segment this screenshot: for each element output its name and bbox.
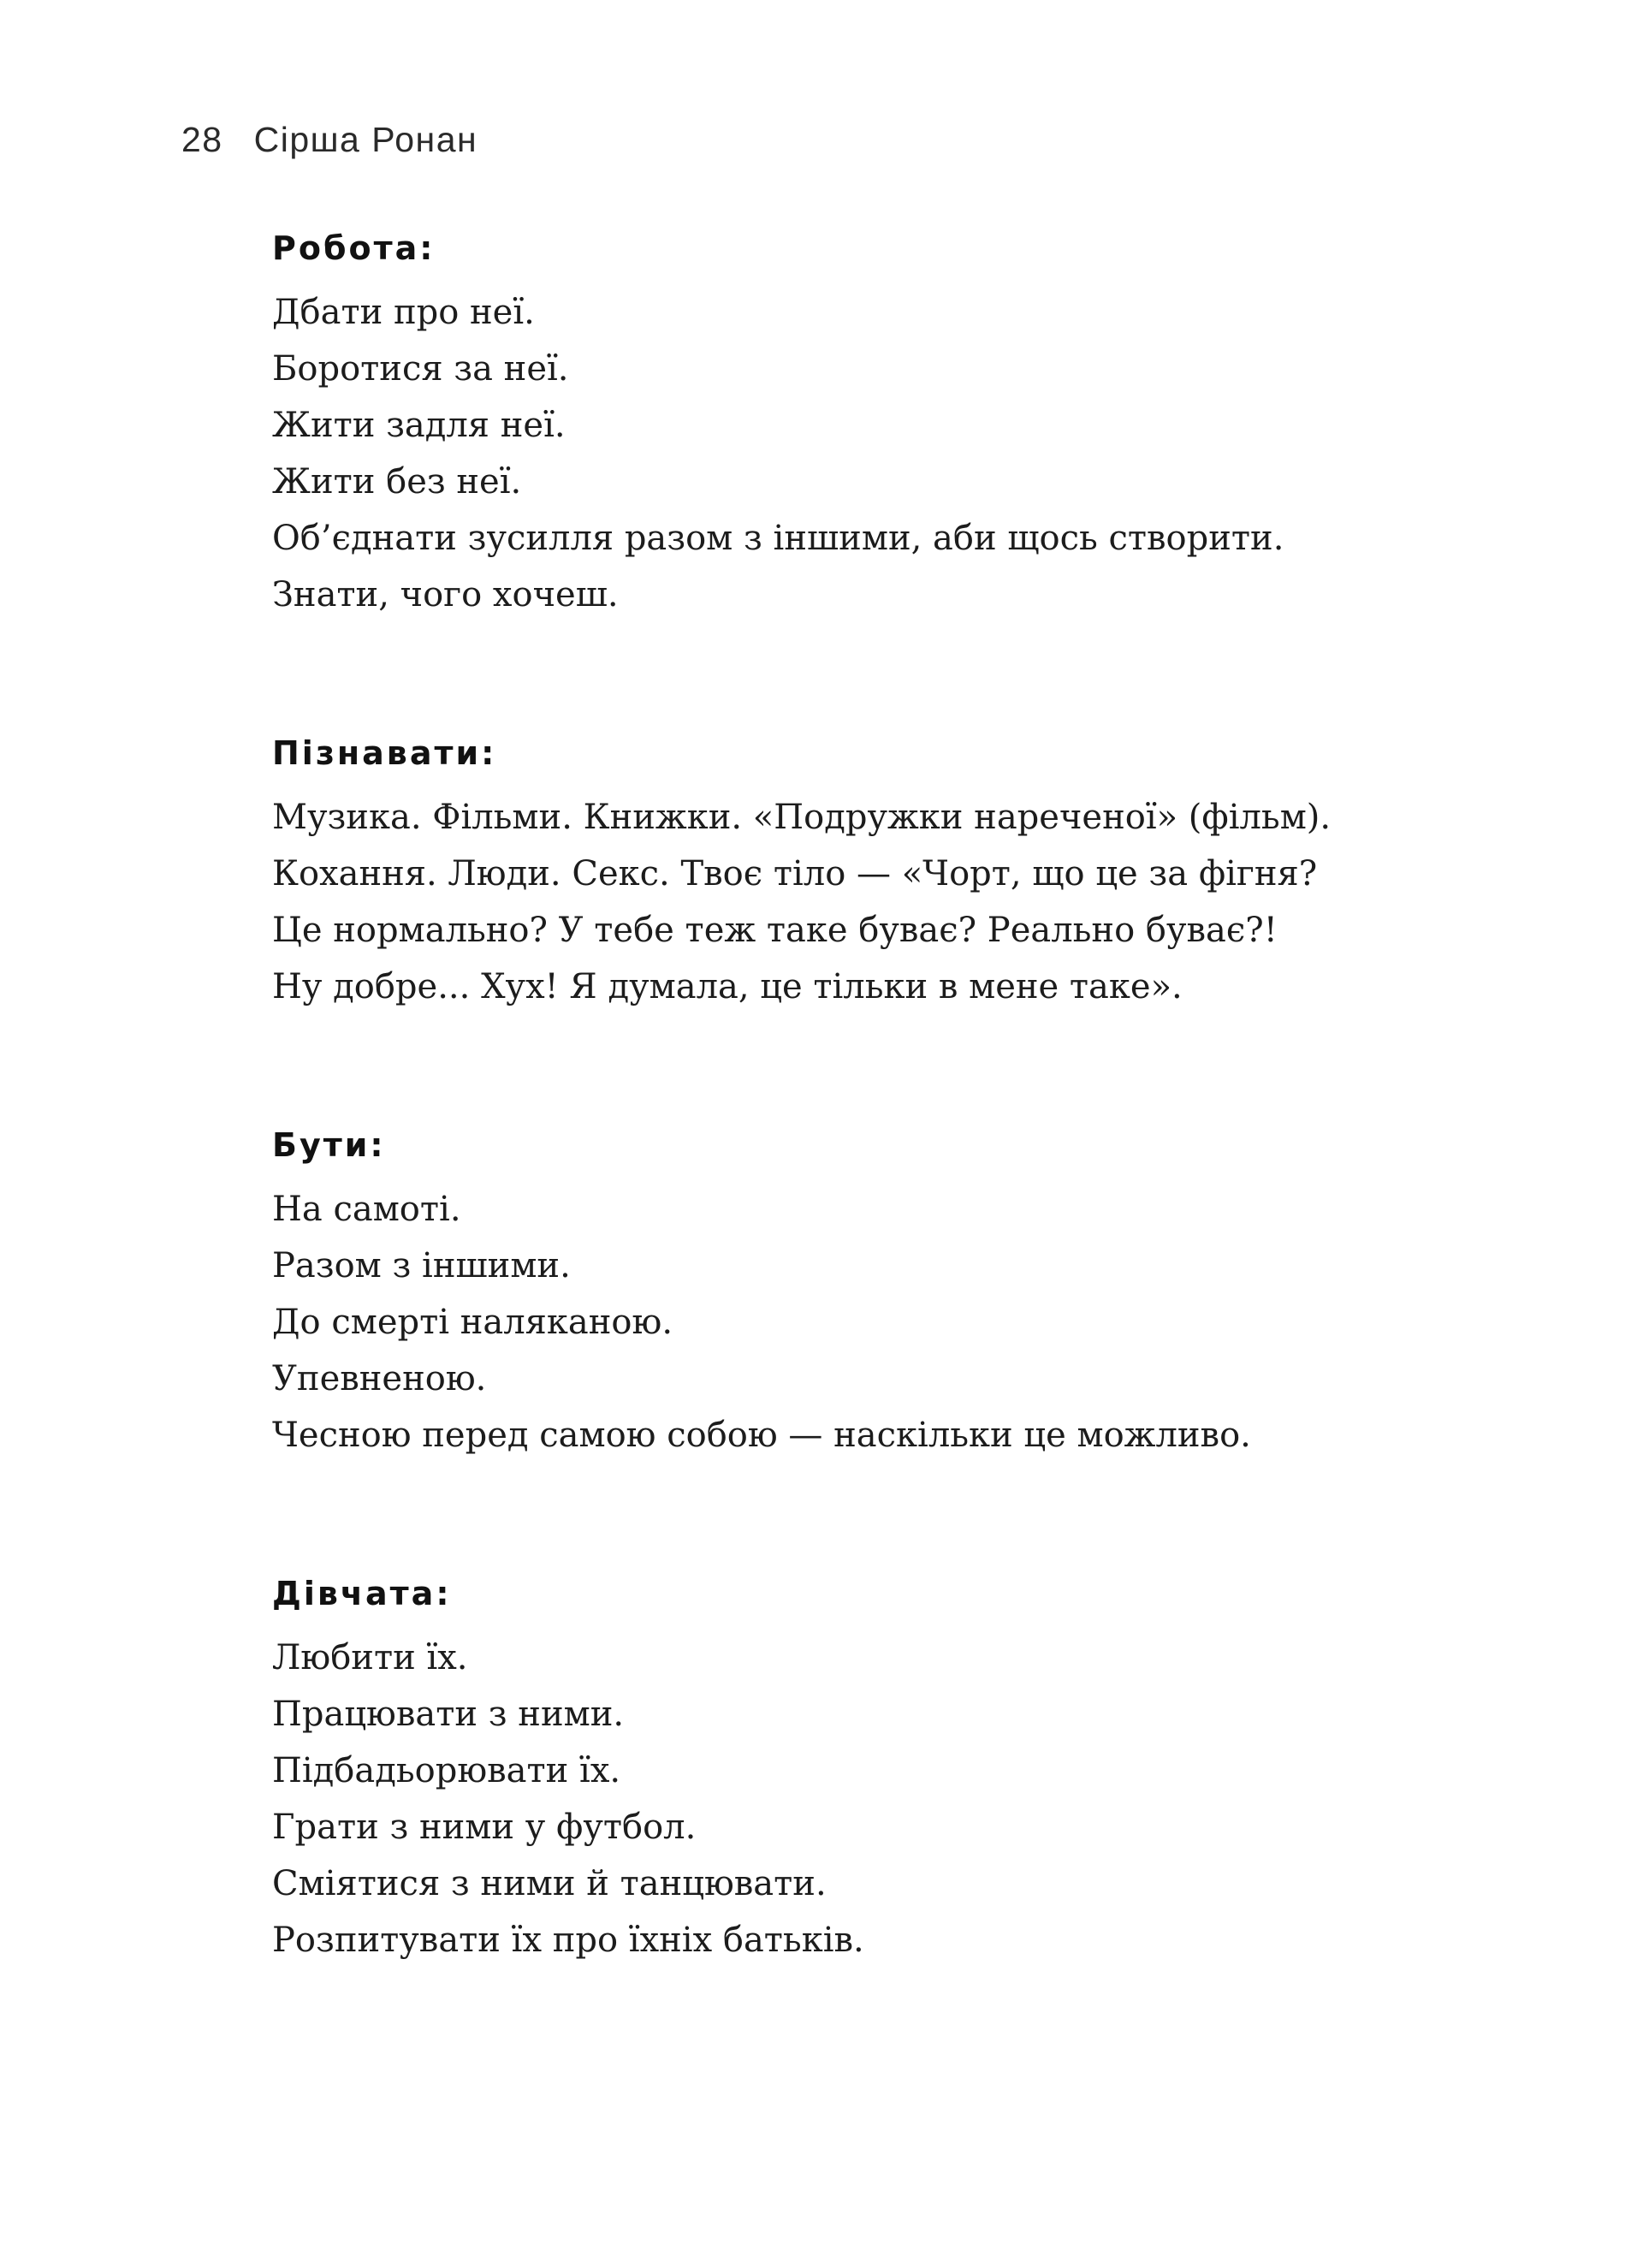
text-line: Боротися за неї. [272,349,569,389]
text-line: Разом з іншими. [272,1246,571,1285]
section-heading: Пізнавати: [272,734,497,772]
section-lines [272,1181,1556,1464]
text-line: До смерті наляканою. [272,1303,673,1342]
text-line: Ну добре... Хух! Я думала, це тільки в мене таке». [272,967,1183,1006]
section-lines [272,789,1556,1015]
text-line: Це нормально? У тебе теж таке буває? Реально буває?! [272,911,1278,950]
text-line: Дбати про неї. [272,293,535,332]
text-line: На самоті. [272,1190,461,1229]
section-buty [272,1119,1556,1464]
text-line: Упевненою. [272,1359,487,1398]
running-head [181,120,477,160]
section-robota [272,223,1556,623]
section-heading: Дівчата: [272,1575,452,1612]
text-line: Любити їх. [272,1638,468,1677]
text-line: Підбадьорювати їх. [272,1751,621,1790]
section-heading: Робота: [272,229,436,267]
text-line: Сміятися з ними й танцювати. [272,1864,827,1903]
text-line: Працювати з ними. [272,1695,625,1734]
text-line: Кохання. Люди. Секс. Твоє тіло — «Чорт, що це за фігня? [272,854,1318,894]
section-lines [272,1630,1556,1968]
text-line: Об’єднати зусилля разом з іншими, аби щось створити. [272,519,1284,558]
text-line: Жити задля неї. [272,406,566,445]
section-heading: Бути: [272,1126,386,1164]
text-line: Чесною перед самою собою — наскільки це можливо. [272,1416,1251,1455]
running-head-author: Сірша Ронан [253,120,478,159]
text-line: Жити без неї. [272,462,522,502]
section-divchata [272,1568,1556,1968]
page-number: 28 [181,120,223,159]
text-line: Грати з ними у футбол. [272,1808,697,1847]
section-lines [272,284,1556,623]
text-line: Розпитувати їх про їхніх батьків. [272,1921,864,1960]
text-line: Музика. Фільми. Книжки. «Подружки нареченої» (фільм). [272,798,1332,837]
section-piznavaty [272,727,1556,1015]
text-line: Знати, чого хочеш. [272,575,619,614]
